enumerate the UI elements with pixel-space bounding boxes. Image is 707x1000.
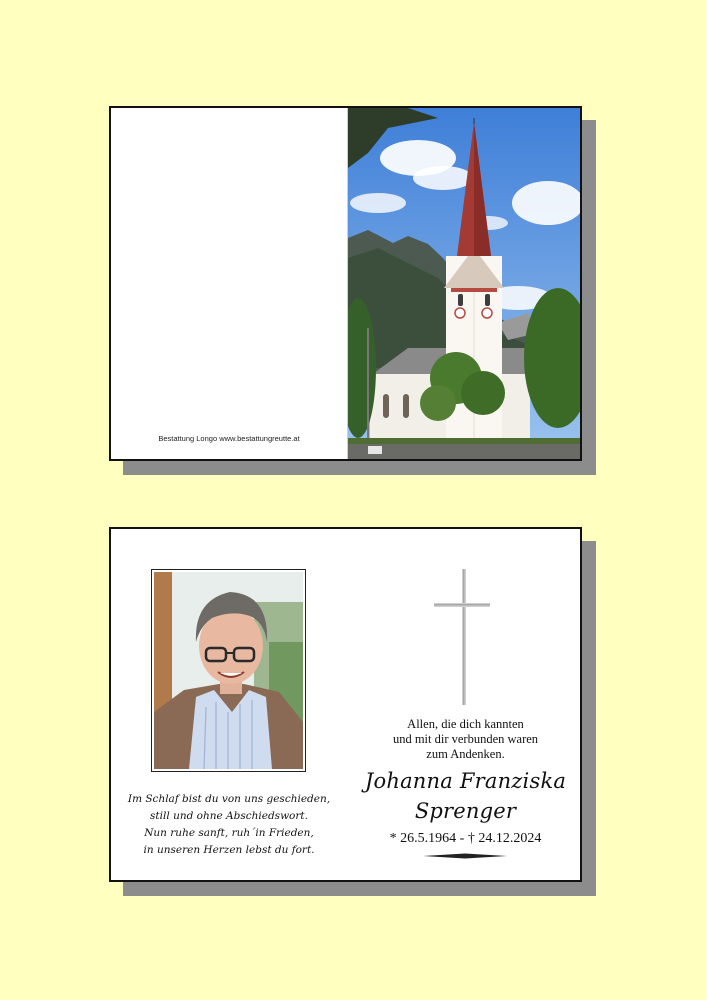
poem-line: in unseren Herzen lebst du fort. [143, 844, 315, 856]
ornament-divider-icon [423, 853, 507, 859]
dedication-line: Allen, die dich kannten [407, 717, 524, 731]
funeral-home-imprint: Bestattung Longo www.bestattungreutte.at [158, 434, 300, 443]
dedication-text [347, 717, 582, 762]
memorial-poem [111, 791, 347, 859]
church-photo-icon [348, 108, 582, 459]
front-card [109, 106, 582, 461]
poem-line: Nun ruhe sanft, ruh´in Frieden, [144, 827, 314, 839]
portrait-photo-icon [154, 572, 303, 769]
deceased-name-first: Johanna Franziska [364, 769, 567, 793]
dedication-line: und mit dir verbunden waren [392, 732, 539, 746]
poem-line: still und ohne Abschiedswort. [150, 810, 308, 822]
poem-line: Im Schlaf bist du von uns geschieden, [127, 793, 331, 805]
deceased-name-last: Sprenger [414, 799, 517, 823]
inner-card [109, 527, 582, 882]
dedication-line: zum Andenken. [426, 747, 505, 761]
life-dates: * 26.5.1964 - † 24.12.2024 [389, 831, 542, 846]
cross-icon [434, 569, 494, 709]
front-card-blank-page [111, 108, 347, 459]
portrait-frame [151, 569, 306, 772]
